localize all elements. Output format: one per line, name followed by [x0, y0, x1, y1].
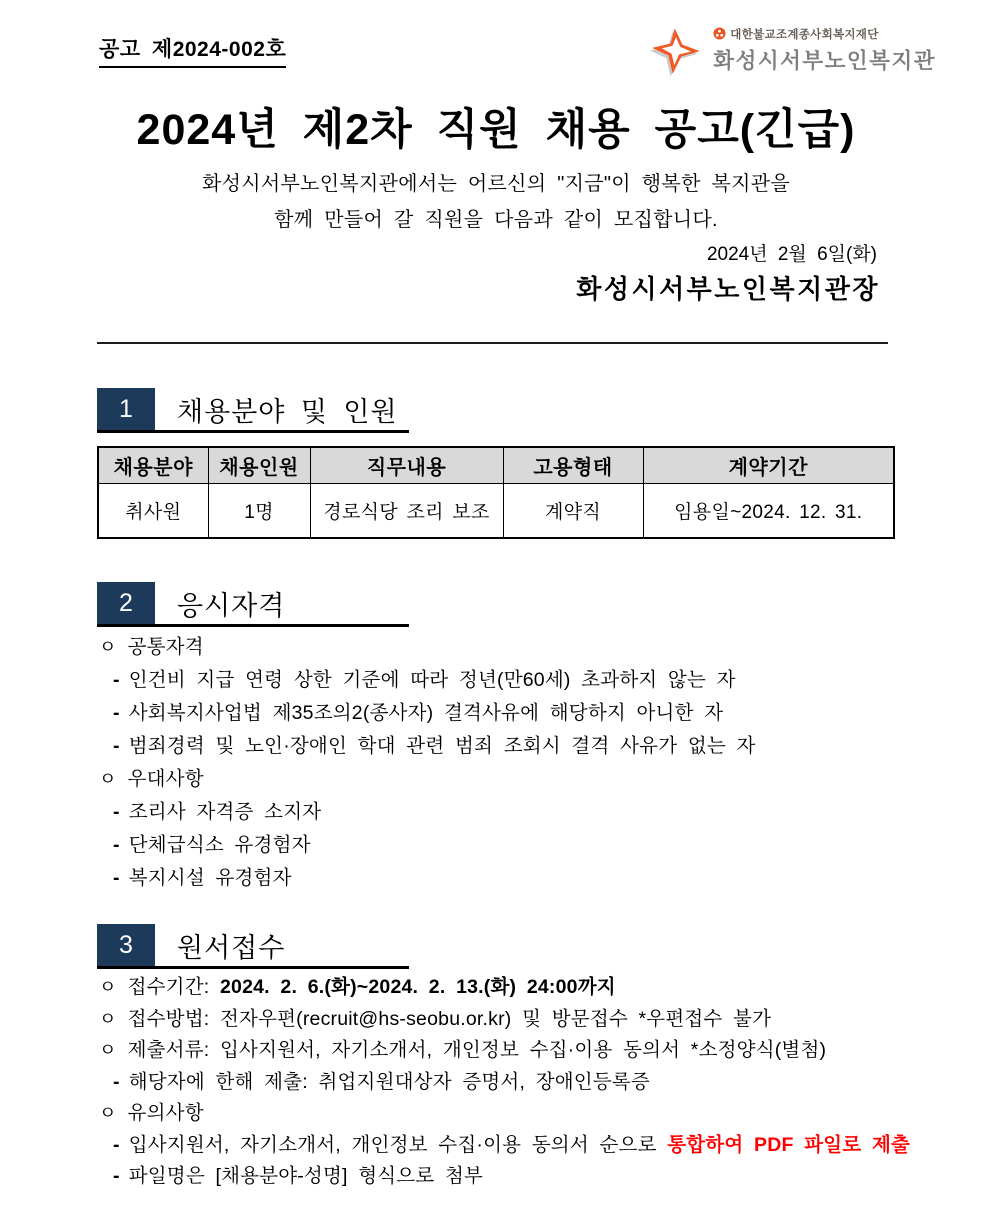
- circle-bullet: ㅇ: [99, 1103, 117, 1123]
- recruitment-table: [97, 446, 895, 539]
- cell-duties: 경로식당 조리 보조: [310, 483, 503, 538]
- circle-bullet: ㅇ: [99, 637, 117, 657]
- divider-line: [97, 342, 888, 344]
- foundation-name: 대한불교조계종사회복지재단: [730, 28, 879, 41]
- circle-bullet: ㅇ: [99, 1040, 117, 1060]
- section-1-title: 채용분야 및 인원: [177, 396, 398, 427]
- col-header-field: 채용분야: [98, 447, 208, 483]
- dash-bullet: -: [113, 669, 120, 691]
- application-method-value: 전자우편(recruit@hs-seobu.or.kr) 및 방문접수 *우편접수 불가: [220, 1007, 772, 1030]
- cell-field: 취사원: [98, 483, 208, 538]
- page-title: 2024년 제2차 직원 채용 공고(긴급): [136, 106, 856, 154]
- circle-bullet: ㅇ: [99, 977, 117, 997]
- application-documents: ㅇ 제출서류: 입사지원서, 자기소개서, 개인정보 수집·이용 동의서 *소정양식(별첨): [99, 1039, 827, 1061]
- section-3-header: [97, 924, 409, 969]
- common-qualification-item: - 인건비 지급 연령 상한 기준에 따라 정년(만60세) 초과하지 않는 자: [113, 669, 736, 691]
- section-2-number-badge: 2: [97, 582, 155, 624]
- preferred-qualification-item: - 복지시설 유경험자: [113, 867, 292, 889]
- org-logo: [650, 22, 936, 78]
- pdf-submit-warning: 통합하여 PDF 파일로 제출: [667, 1133, 911, 1156]
- application-method: ㅇ 접수방법: 전자우편(recruit@hs-seobu.or.kr) 및 방문접수 *우편접수 불가: [99, 1007, 772, 1030]
- common-qualification-item: - 범죄경력 및 노인·장애인 학대 관련 범죄 조회시 결격 사유가 없는 자: [113, 735, 756, 757]
- col-header-duties: 직무내용: [310, 447, 503, 483]
- col-header-employment-type: 고용형태: [503, 447, 643, 483]
- application-note-2: - 파일명은 [채용분야-성명] 형식으로 첨부: [113, 1165, 484, 1187]
- col-header-contract-period: 계약기간: [643, 447, 894, 483]
- intro-line-1: 화성시서부노인복지관에서는 어르신의 "지금"이 행복한 복지관을: [202, 173, 790, 195]
- table-row: [98, 483, 894, 538]
- circle-bullet: ㅇ: [99, 769, 117, 789]
- section-1-number-badge: 1: [97, 388, 155, 430]
- section-3-title: 원서접수: [177, 932, 286, 963]
- section-3-number-badge: 3: [97, 924, 155, 966]
- cell-headcount: 1명: [208, 483, 310, 538]
- dash-bullet: -: [113, 801, 120, 823]
- circle-bullet: ㅇ: [99, 1008, 117, 1029]
- cell-employment-type: 계약직: [503, 483, 643, 538]
- announcement-date: 2024년 2월 6일(화): [706, 244, 877, 265]
- cell-contract-period: 임용일~2024. 12. 31.: [643, 483, 894, 538]
- preferred-qualifications-label: ㅇ 우대사항: [99, 768, 204, 790]
- section-1-header: [97, 388, 409, 433]
- application-documents-sub: - 해당자에 한해 제출: 취업지원대상자 증명서, 장애인등록증: [113, 1070, 650, 1093]
- dash-bullet: -: [113, 834, 120, 856]
- table-header-row: [98, 447, 894, 483]
- dash-bullet: -: [113, 1070, 120, 1093]
- application-documents-value: 입사지원서, 자기소개서, 개인정보 수집·이용 동의서 *소정양식(별첨): [220, 1039, 827, 1061]
- org-name: 화성시서부노인복지관: [713, 48, 936, 73]
- application-period: ㅇ 접수기간: 2024. 2. 6.(화)~2024. 2. 13.(화) 24:00까지: [99, 976, 616, 998]
- dash-bullet: -: [113, 1165, 120, 1187]
- section-2-header: [97, 582, 409, 627]
- dash-bullet: -: [113, 702, 120, 724]
- application-note-1: - 입사지원서, 자기소개서, 개인정보 수집·이용 동의서 순으로 통합하여 PDF 파일로 제출: [113, 1133, 911, 1156]
- intro-text: [0, 166, 992, 238]
- common-qualification-item: - 사회복지사업법 제35조의2(종사자) 결격사유에 해당하지 아니한 자: [113, 702, 724, 724]
- intro-line-2: 함께 만들어 갈 직원을 다음과 같이 모집합니다.: [274, 209, 718, 231]
- qualifications-list: [99, 631, 756, 895]
- common-qualifications-label: ㅇ 공통자격: [99, 636, 204, 658]
- application-list: [99, 972, 910, 1193]
- notice-number: 공고 제2024-002호: [99, 33, 286, 68]
- dash-bullet: -: [113, 1133, 120, 1156]
- section-2-title: 응시자격: [177, 590, 286, 621]
- application-notes-label: ㅇ 유의사항: [99, 1102, 204, 1124]
- center-logo-icon: [650, 22, 704, 78]
- preferred-qualification-item: - 조리사 자격증 소지자: [113, 801, 322, 823]
- dash-bullet: -: [113, 735, 120, 757]
- col-header-headcount: 채용인원: [208, 447, 310, 483]
- application-period-value: 2024. 2. 6.(화)~2024. 2. 13.(화) 24:00까지: [220, 976, 616, 998]
- signature: 화성시서부노인복지관장: [576, 274, 880, 304]
- preferred-qualification-item: - 단체급식소 유경험자: [113, 834, 311, 856]
- dash-bullet: -: [113, 867, 120, 889]
- foundation-emblem-icon: [713, 27, 726, 40]
